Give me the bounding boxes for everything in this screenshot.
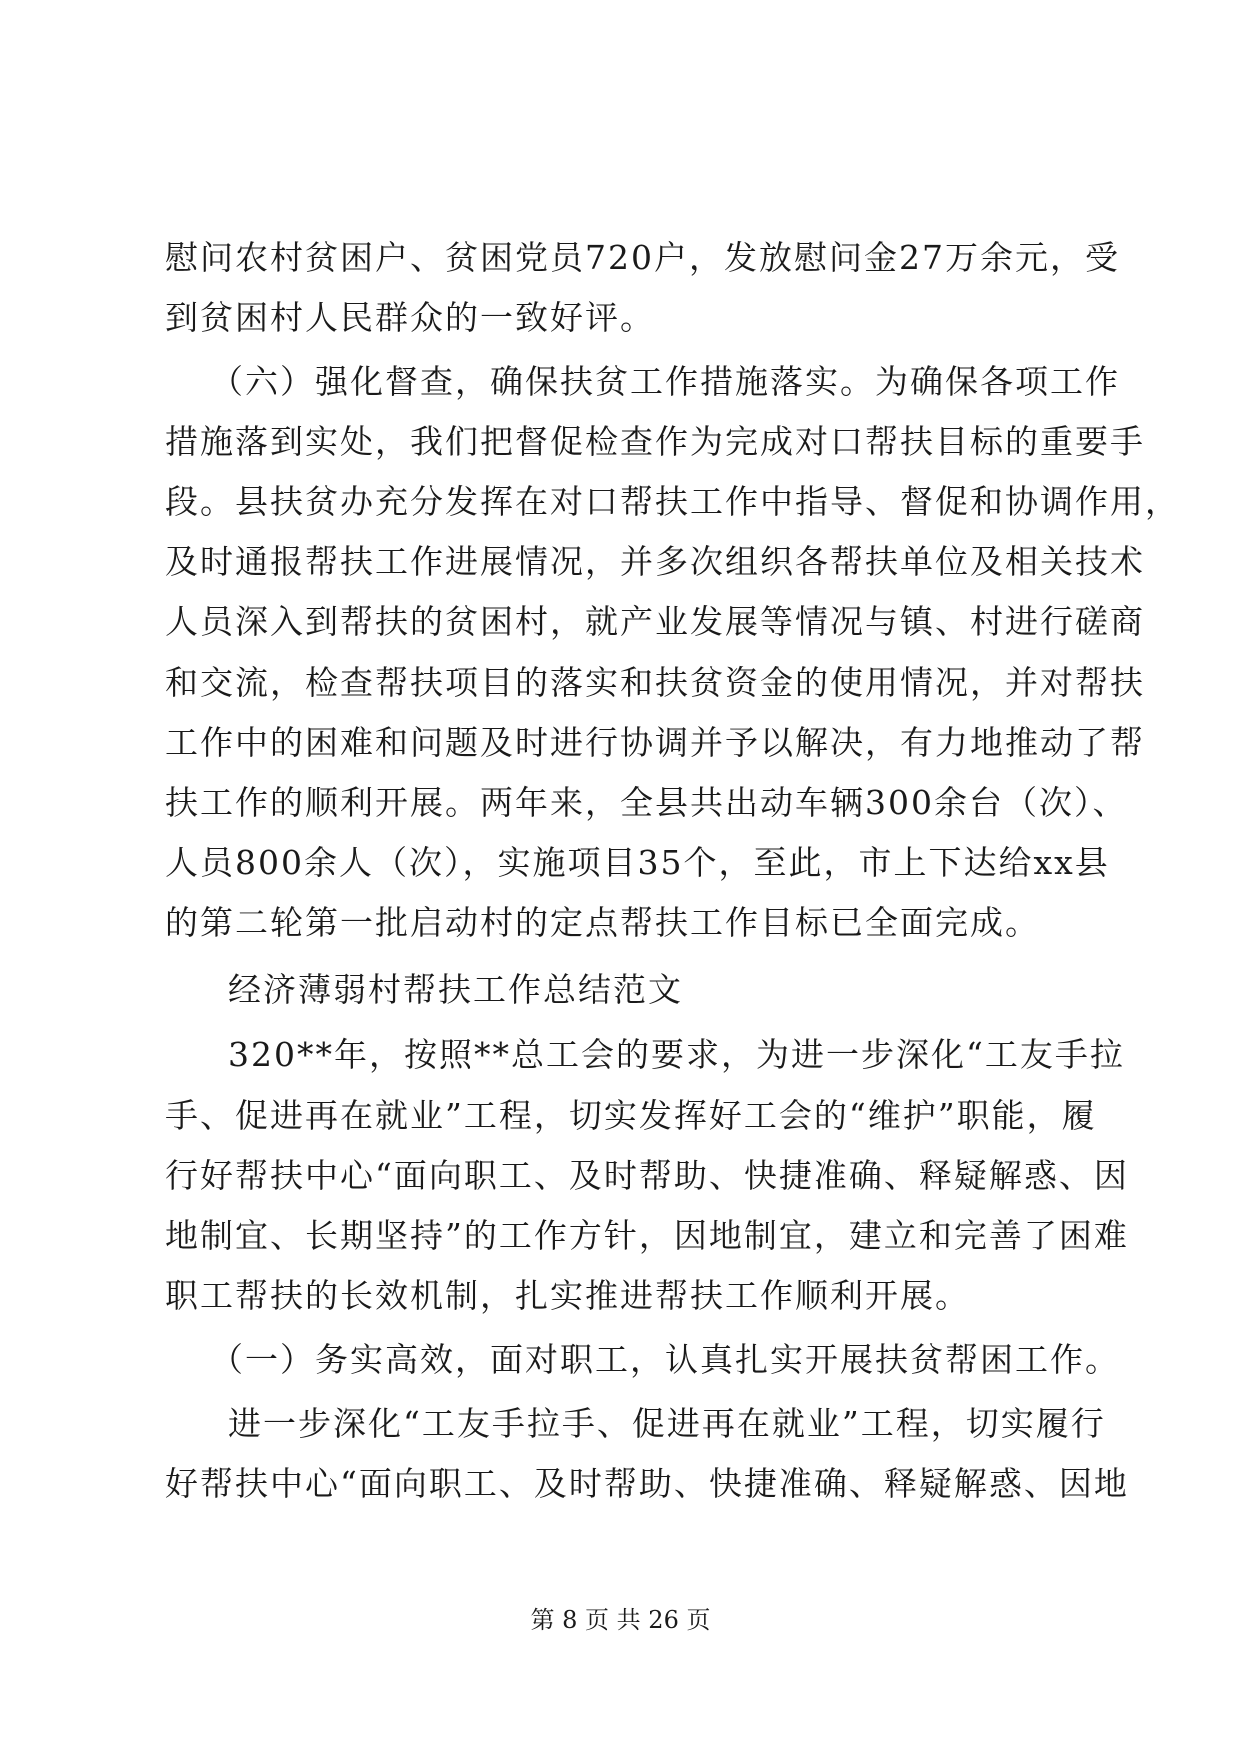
body-line: 320**年，按照**总工会的要求，为进一步深化“工友手拉	[228, 1035, 1125, 1074]
body-line: 行好帮扶中心“面向职工、及时帮助、快捷准确、释疑解惑、因	[165, 1156, 1129, 1195]
body-line: 段。县扶贫办充分发挥在对口帮扶工作中指导、督促和协调作用，	[165, 482, 1180, 521]
body-line: 措施落到实处，我们把督促检查作为完成对口帮扶目标的重要手	[165, 422, 1145, 461]
body-line: 人员深入到帮扶的贫困村，就产业发展等情况与镇、村进行磋商	[165, 602, 1145, 641]
body-line: 职工帮扶的长效机制，扎实推进帮扶工作顺利开展。	[165, 1276, 970, 1315]
body-line: 地制宜、长期坚持”的工作方针，因地制宜，建立和完善了困难	[165, 1216, 1129, 1255]
paragraph-heading-1: （一）务实高效，面对职工，认真扎实开展扶贫帮困工作。	[210, 1340, 1120, 1379]
paragraph-heading-6: （六）强化督查，确保扶贫工作措施落实。为确保各项工作	[210, 362, 1120, 401]
body-line: 和交流，检查帮扶项目的落实和扶贫资金的使用情况，并对帮扶	[165, 663, 1145, 702]
body-line: 及时通报帮扶工作进展情况，并多次组织各帮扶单位及相关技术	[165, 542, 1145, 581]
page-number-footer: 第 8 页 共 26 页	[530, 1606, 711, 1634]
body-line: 扶工作的顺利开展。两年来，全县共出动车辆300余台（次）、	[165, 783, 1128, 822]
body-line: 人员800余人（次），实施项目35个，至此，市上下达给xx县	[165, 843, 1110, 882]
body-line: 到贫困村人民群众的一致好评。	[165, 298, 655, 337]
body-line: 工作中的困难和问题及时进行协调并予以解决，有力地推动了帮	[165, 723, 1145, 762]
body-line: 进一步深化“工友手拉手、促进再在就业”工程，切实履行	[228, 1404, 1106, 1443]
body-line: 手、促进再在就业”工程，切实发挥好工会的“维护”职能，履	[165, 1096, 1097, 1135]
section-title: 经济薄弱村帮扶工作总结范文	[228, 970, 683, 1009]
body-line: 的第二轮第一批启动村的定点帮扶工作目标已全面完成。	[165, 903, 1040, 942]
body-line: 慰问农村贫困户、贫困党员720户，发放慰问金27万余元，受	[165, 238, 1120, 277]
body-line: 好帮扶中心“面向职工、及时帮助、快捷准确、释疑解惑、因地	[165, 1464, 1129, 1503]
